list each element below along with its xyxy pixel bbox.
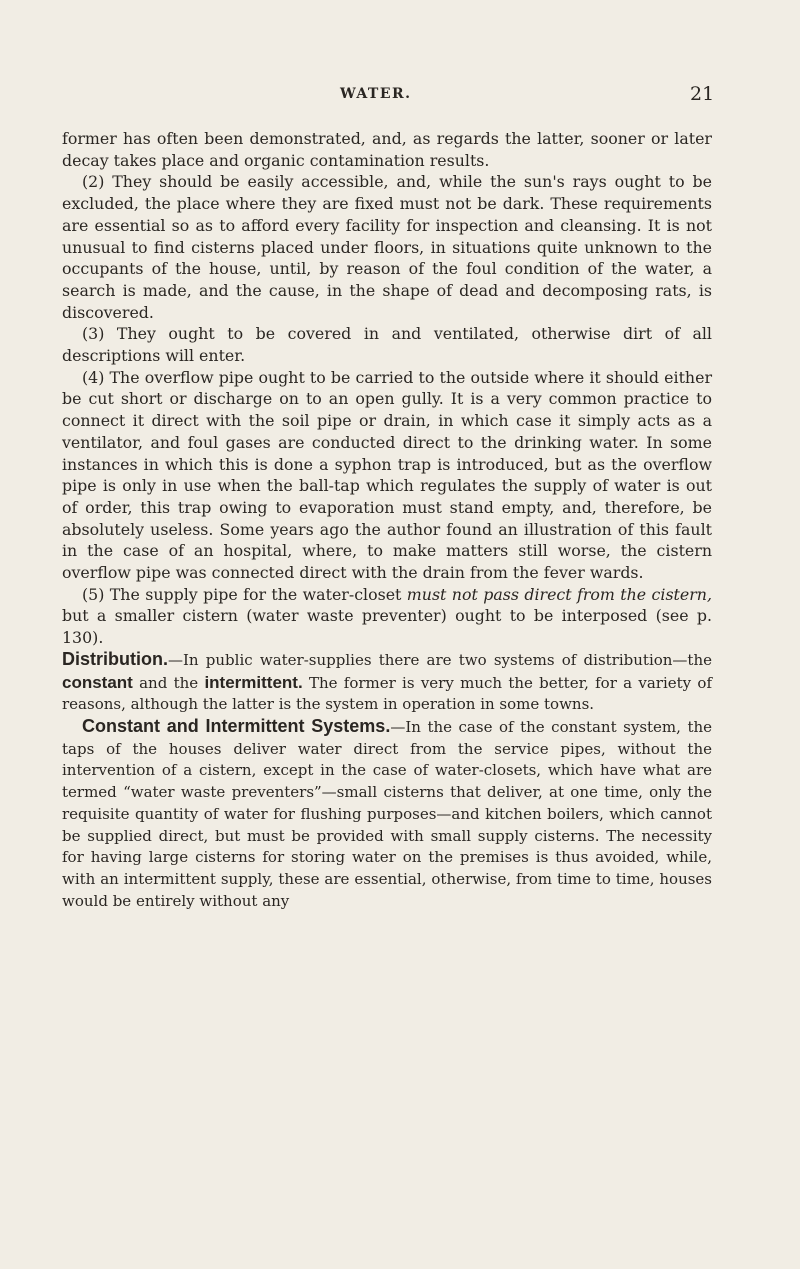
- distribution-heading: Distribution.: [62, 648, 168, 669]
- paragraph-5: [62, 584, 712, 649]
- distribution-text-a: —In public water-supplies there are two systems of distribution—the: [168, 650, 712, 669]
- paragraph-3: (3) They ought to be covered in and ventilated, otherwise dirt of all descriptions will enter.: [62, 324, 712, 366]
- running-title: WATER.: [340, 86, 412, 102]
- keyword-constant: constant: [62, 672, 133, 692]
- paragraph-4: (4) The overflow pipe ought to be carried to the outside where it should either be cut short or discharge on to an open gully. It is a very common practice to connect it direct with the soil pipe or drain, in which case it simply acts as a ventilator, and foul gases are conducted direct to the drinking water. In some instances in which this is done a syphon trap is introduced, but as the overflow pipe is only in use when the ball-tap which regulates the supply of water is out of order, this trap owing to evaporation must stand empty, and, therefore, be absolutely useless. Some years ago the author found an illustration of this fault in the case of an hospital, where, to make matters still worse, the cistern overflow pipe was connected direct with the drain from the fever wards.: [62, 367, 712, 583]
- paragraph-2: (2) They should be easily accessible, and, while the sun's rays ought to be excluded, the place where they are fixed must not be dark. These requirements are essential so as to afford every facility for inspection and cleansing. It is not unusual to find cisterns placed under floors, in situations quite unknown to the occupants of the house, until, by reason of the foul condition of the water, a search is made, and the cause, in the shape of dead and decomposing rats, is discovered.: [62, 172, 712, 322]
- systems-heading: Constant and Intermittent Systems.: [82, 715, 391, 736]
- paragraph-5-text-a: (5) The supply pipe for the water-closet: [82, 584, 407, 604]
- systems-paragraph: [62, 716, 712, 912]
- distribution-paragraph: [62, 649, 712, 716]
- paragraph-5-text-b: but a smaller cistern (water waste preventer) ought to be interposed (see p. 130).: [62, 606, 712, 648]
- page-header: [0, 83, 800, 112]
- paragraph-5-emphasis: must not pass direct from the cistern,: [406, 584, 712, 604]
- distribution-text-b: and the: [132, 673, 205, 692]
- systems-text: —In the case of the constant system, the taps of the houses deliver water direct from the service pipes, without the intervention of a cistern, except in the case of water-closets, which have what are termed “water waste preventers”—small cisterns that deliver, at one time, only the requisite quantity of water for flushing purposes—and kitchen boilers, which cannot be supplied direct, but must be provided with small supply cisterns. The necessity for having large cisterns for storing water on the premises is thus avoided, while, with an intermittent supply, these are essential, otherwise, from time to time, houses would be entirely without any: [62, 717, 713, 910]
- distribution-text-c: The former is very much the better, for a variety of reasons, although the latter is the system in operation in some towns.: [62, 673, 712, 714]
- body-text: [62, 128, 712, 912]
- keyword-intermittent: intermittent.: [204, 672, 303, 692]
- paragraph-continued: former has often been demonstrated, and, as regards the latter, sooner or later decay takes place and organic contamination results.: [62, 129, 712, 170]
- page-number: 21: [690, 83, 715, 105]
